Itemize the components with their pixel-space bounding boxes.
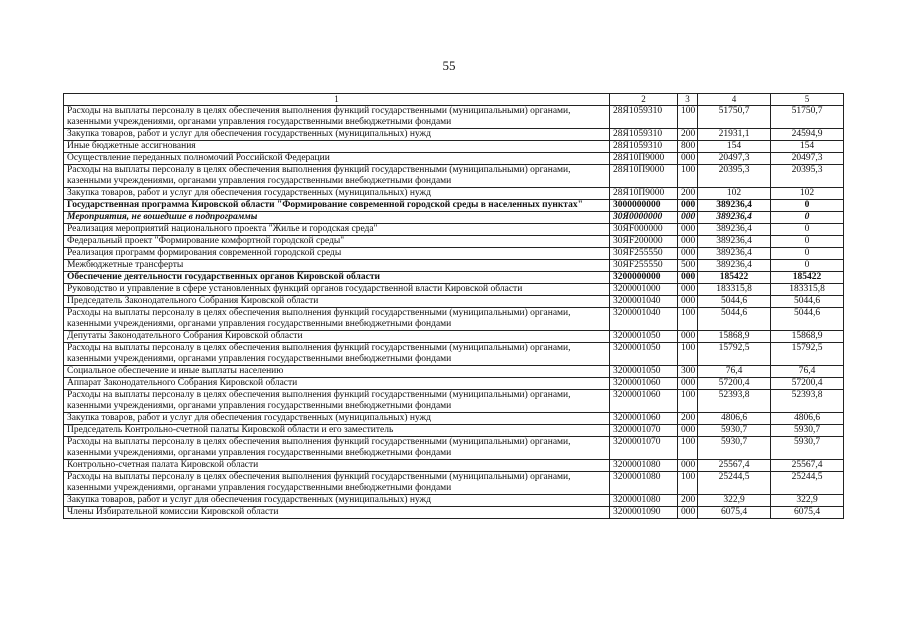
row-sum-2-cell: 185422 bbox=[771, 272, 844, 284]
table-row bbox=[64, 390, 844, 413]
row-name-cell: Иные бюджетные ассигнования bbox=[64, 141, 610, 153]
row-sum-1-cell: 154 bbox=[698, 141, 771, 153]
table-row bbox=[64, 413, 844, 425]
row-sum-1-cell: 102 bbox=[698, 188, 771, 200]
row-code-cell: 3000000000 bbox=[610, 200, 678, 212]
row-kvr-cell: 100 bbox=[678, 308, 698, 331]
row-sum-2-cell: 0 bbox=[771, 224, 844, 236]
row-code-cell: 3200001090 bbox=[610, 507, 678, 519]
header-col-5: 5 bbox=[771, 94, 844, 106]
table-row bbox=[64, 224, 844, 236]
row-sum-1-cell: 21931,1 bbox=[698, 129, 771, 141]
row-kvr-cell: 800 bbox=[678, 141, 698, 153]
row-sum-1-cell: 389236,4 bbox=[698, 212, 771, 224]
row-code-cell: 3200001080 bbox=[610, 495, 678, 507]
table-row bbox=[64, 212, 844, 224]
row-sum-1-cell: 5044,6 bbox=[698, 308, 771, 331]
row-sum-2-cell: 24594,9 bbox=[771, 129, 844, 141]
row-code-cell: 3200001060 bbox=[610, 378, 678, 390]
row-kvr-cell: 100 bbox=[678, 165, 698, 188]
table-row bbox=[64, 495, 844, 507]
row-code-cell: 30ЯF000000 bbox=[610, 224, 678, 236]
budget-table bbox=[63, 93, 844, 519]
table-row bbox=[64, 248, 844, 260]
row-code-cell: 28Я1059310 bbox=[610, 141, 678, 153]
row-sum-2-cell: 322,9 bbox=[771, 495, 844, 507]
row-kvr-cell: 000 bbox=[678, 425, 698, 437]
row-name-cell: Депутаты Законодательного Собрания Кировской области bbox=[64, 331, 610, 343]
row-sum-1-cell: 15792,5 bbox=[698, 343, 771, 366]
table-row bbox=[64, 284, 844, 296]
row-sum-2-cell: 25567,4 bbox=[771, 460, 844, 472]
row-sum-2-cell: 0 bbox=[771, 260, 844, 272]
row-sum-1-cell: 183315,8 bbox=[698, 284, 771, 296]
table-row bbox=[64, 366, 844, 378]
row-code-cell: 3200001080 bbox=[610, 472, 678, 495]
row-name-cell: Расходы на выплаты персоналу в целях обеспечения выполнения функций государственными (муниципальными) органами, казенными учреждениями, органами управления государственными внебюджетными фондами bbox=[64, 165, 610, 188]
row-sum-1-cell: 389236,4 bbox=[698, 260, 771, 272]
row-code-cell: 3200001060 bbox=[610, 390, 678, 413]
row-sum-1-cell: 4806,6 bbox=[698, 413, 771, 425]
row-code-cell: 3200001040 bbox=[610, 296, 678, 308]
row-sum-1-cell: 389236,4 bbox=[698, 248, 771, 260]
header-col-4: 4 bbox=[698, 94, 771, 106]
row-name-cell: Аппарат Законодательного Собрания Кировской области bbox=[64, 378, 610, 390]
table-row bbox=[64, 129, 844, 141]
row-code-cell: 3200001060 bbox=[610, 413, 678, 425]
row-kvr-cell: 200 bbox=[678, 188, 698, 200]
row-code-cell: 30ЯF255550 bbox=[610, 260, 678, 272]
row-code-cell: 3200000000 bbox=[610, 272, 678, 284]
header-col-1: 1 bbox=[64, 94, 610, 106]
row-name-cell: Расходы на выплаты персоналу в целях обеспечения выполнения функций государственными (муниципальными) органами, казенными учреждениями, органами управления государственными внебюджетными фондами bbox=[64, 390, 610, 413]
row-sum-2-cell: 57200,4 bbox=[771, 378, 844, 390]
table-row bbox=[64, 153, 844, 165]
row-code-cell: 28Я10П9000 bbox=[610, 153, 678, 165]
row-kvr-cell: 000 bbox=[678, 460, 698, 472]
table-row bbox=[64, 460, 844, 472]
row-kvr-cell: 000 bbox=[678, 331, 698, 343]
table-row bbox=[64, 308, 844, 331]
row-sum-1-cell: 15868,9 bbox=[698, 331, 771, 343]
row-sum-1-cell: 52393,8 bbox=[698, 390, 771, 413]
row-code-cell: 28Я10П9000 bbox=[610, 165, 678, 188]
row-sum-1-cell: 25567,4 bbox=[698, 460, 771, 472]
table-row bbox=[64, 425, 844, 437]
row-name-cell: Расходы на выплаты персоналу в целях обеспечения выполнения функций государственными (муниципальными) органами, казенными учреждениями, органами управления государственными внебюджетными фондами bbox=[64, 437, 610, 460]
row-sum-2-cell: 52393,8 bbox=[771, 390, 844, 413]
row-sum-2-cell: 5930,7 bbox=[771, 437, 844, 460]
table-row bbox=[64, 141, 844, 153]
header-col-3: 3 bbox=[678, 94, 698, 106]
row-sum-2-cell: 102 bbox=[771, 188, 844, 200]
row-sum-2-cell: 20497,3 bbox=[771, 153, 844, 165]
row-kvr-cell: 100 bbox=[678, 390, 698, 413]
row-code-cell: 3200001000 bbox=[610, 284, 678, 296]
row-sum-1-cell: 51750,7 bbox=[698, 106, 771, 129]
row-sum-1-cell: 76,4 bbox=[698, 366, 771, 378]
row-kvr-cell: 100 bbox=[678, 437, 698, 460]
table-row bbox=[64, 236, 844, 248]
row-sum-2-cell: 4806,6 bbox=[771, 413, 844, 425]
row-kvr-cell: 000 bbox=[678, 507, 698, 519]
row-kvr-cell: 200 bbox=[678, 495, 698, 507]
row-code-cell: 3200001070 bbox=[610, 437, 678, 460]
row-name-cell: Межбюджетные трансферты bbox=[64, 260, 610, 272]
row-sum-1-cell: 389236,4 bbox=[698, 200, 771, 212]
row-kvr-cell: 000 bbox=[678, 296, 698, 308]
row-sum-1-cell: 5044,6 bbox=[698, 296, 771, 308]
row-kvr-cell: 000 bbox=[678, 272, 698, 284]
row-name-cell: Социальное обеспечение и иные выплаты населению bbox=[64, 366, 610, 378]
row-name-cell: Закупка товаров, работ и услуг для обеспечения государственных (муниципальных) нужд bbox=[64, 413, 610, 425]
row-kvr-cell: 300 bbox=[678, 366, 698, 378]
table-row bbox=[64, 378, 844, 390]
row-name-cell: Закупка товаров, работ и услуг для обеспечения государственных (муниципальных) нужд bbox=[64, 129, 610, 141]
row-sum-2-cell: 0 bbox=[771, 200, 844, 212]
table-row bbox=[64, 472, 844, 495]
row-kvr-cell: 200 bbox=[678, 129, 698, 141]
row-name-cell: Реализация мероприятий национального проекта "Жилье и городская среда" bbox=[64, 224, 610, 236]
row-code-cell: 3200001040 bbox=[610, 308, 678, 331]
row-name-cell: Обеспечение деятельности государственных органов Кировской области bbox=[64, 272, 610, 284]
row-sum-2-cell: 183315,8 bbox=[771, 284, 844, 296]
row-code-cell: 3200001050 bbox=[610, 366, 678, 378]
page-number: 55 bbox=[442, 58, 456, 73]
row-sum-1-cell: 57200,4 bbox=[698, 378, 771, 390]
row-name-cell: Расходы на выплаты персоналу в целях обеспечения выполнения функций государственными (муниципальными) органами, казенными учреждениями, органами управления государственными внебюджетными фондами bbox=[64, 472, 610, 495]
row-sum-2-cell: 20395,3 bbox=[771, 165, 844, 188]
row-name-cell: Закупка товаров, работ и услуг для обеспечения государственных (муниципальных) нужд bbox=[64, 495, 610, 507]
row-name-cell: Федеральный проект "Формирование комфортной городской среды" bbox=[64, 236, 610, 248]
row-sum-1-cell: 20395,3 bbox=[698, 165, 771, 188]
row-code-cell: 28Я1059310 bbox=[610, 129, 678, 141]
row-kvr-cell: 000 bbox=[678, 153, 698, 165]
row-code-cell: 3200001050 bbox=[610, 343, 678, 366]
row-sum-1-cell: 389236,4 bbox=[698, 236, 771, 248]
row-code-cell: 30ЯF255550 bbox=[610, 248, 678, 260]
table-row bbox=[64, 437, 844, 460]
table-row bbox=[64, 200, 844, 212]
row-sum-2-cell: 0 bbox=[771, 212, 844, 224]
row-code-cell: 3200001050 bbox=[610, 331, 678, 343]
row-name-cell: Члены Избирательной комиссии Кировской области bbox=[64, 507, 610, 519]
row-name-cell: Председатель Законодательного Собрания Кировской области bbox=[64, 296, 610, 308]
row-kvr-cell: 000 bbox=[678, 248, 698, 260]
row-sum-2-cell: 25244,5 bbox=[771, 472, 844, 495]
row-sum-1-cell: 322,9 bbox=[698, 495, 771, 507]
row-code-cell: 28Я1059310 bbox=[610, 106, 678, 129]
row-sum-1-cell: 5930,7 bbox=[698, 437, 771, 460]
table-row bbox=[64, 507, 844, 519]
table-row bbox=[64, 296, 844, 308]
row-sum-1-cell: 185422 bbox=[698, 272, 771, 284]
row-sum-1-cell: 389236,4 bbox=[698, 224, 771, 236]
row-kvr-cell: 100 bbox=[678, 472, 698, 495]
row-name-cell: Расходы на выплаты персоналу в целях обеспечения выполнения функций государственными (муниципальными) органами, казенными учреждениями, органами управления государственными внебюджетными фондами bbox=[64, 106, 610, 129]
header-col-2: 2 bbox=[610, 94, 678, 106]
row-name-cell: Осуществление переданных полномочий Российской Федерации bbox=[64, 153, 610, 165]
row-name-cell: Руководство и управление в сфере установленных функций органов государственной власти Кировской области bbox=[64, 284, 610, 296]
row-code-cell: 30Я0000000 bbox=[610, 212, 678, 224]
row-kvr-cell: 000 bbox=[678, 236, 698, 248]
row-sum-2-cell: 154 bbox=[771, 141, 844, 153]
row-sum-2-cell: 5930,7 bbox=[771, 425, 844, 437]
row-sum-2-cell: 0 bbox=[771, 236, 844, 248]
row-name-cell: Государственная программа Кировской области "Формирование современной городской среды в населенных пунктах" bbox=[64, 200, 610, 212]
row-kvr-cell: 000 bbox=[678, 200, 698, 212]
row-sum-1-cell: 5930,7 bbox=[698, 425, 771, 437]
row-kvr-cell: 000 bbox=[678, 284, 698, 296]
row-sum-1-cell: 6075,4 bbox=[698, 507, 771, 519]
table-body bbox=[64, 106, 844, 519]
row-name-cell: Председатель Контрольно-счетной палаты Кировской области и его заместитель bbox=[64, 425, 610, 437]
row-code-cell: 28Я10П9000 bbox=[610, 188, 678, 200]
row-name-cell: Расходы на выплаты персоналу в целях обеспечения выполнения функций государственными (муниципальными) органами, казенными учреждениями, органами управления государственными внебюджетными фондами bbox=[64, 308, 610, 331]
row-code-cell: 30ЯF200000 bbox=[610, 236, 678, 248]
row-sum-2-cell: 5044,6 bbox=[771, 308, 844, 331]
row-name-cell: Контрольно-счетная палата Кировской области bbox=[64, 460, 610, 472]
row-sum-2-cell: 15792,5 bbox=[771, 343, 844, 366]
row-kvr-cell: 200 bbox=[678, 413, 698, 425]
table-row bbox=[64, 165, 844, 188]
table-header-row bbox=[64, 94, 844, 106]
row-kvr-cell: 000 bbox=[678, 378, 698, 390]
row-code-cell: 3200001070 bbox=[610, 425, 678, 437]
row-sum-2-cell: 5044,6 bbox=[771, 296, 844, 308]
row-kvr-cell: 500 bbox=[678, 260, 698, 272]
row-code-cell: 3200001080 bbox=[610, 460, 678, 472]
row-sum-2-cell: 6075,4 bbox=[771, 507, 844, 519]
row-sum-2-cell: 15868,9 bbox=[771, 331, 844, 343]
row-name-cell: Реализация программ формирования современной городской среды bbox=[64, 248, 610, 260]
row-sum-2-cell: 51750,7 bbox=[771, 106, 844, 129]
row-kvr-cell: 100 bbox=[678, 343, 698, 366]
row-sum-1-cell: 25244,5 bbox=[698, 472, 771, 495]
table-row bbox=[64, 272, 844, 284]
table-row bbox=[64, 260, 844, 272]
row-name-cell: Закупка товаров, работ и услуг для обеспечения государственных (муниципальных) нужд bbox=[64, 188, 610, 200]
row-kvr-cell: 100 bbox=[678, 106, 698, 129]
table-row bbox=[64, 331, 844, 343]
row-name-cell: Расходы на выплаты персоналу в целях обеспечения выполнения функций государственными (муниципальными) органами, казенными учреждениями, органами управления государственными внебюджетными фондами bbox=[64, 343, 610, 366]
row-sum-2-cell: 76,4 bbox=[771, 366, 844, 378]
table-row bbox=[64, 188, 844, 200]
row-sum-2-cell: 0 bbox=[771, 248, 844, 260]
row-kvr-cell: 000 bbox=[678, 212, 698, 224]
table-row bbox=[64, 343, 844, 366]
row-name-cell: Мероприятия, не вошедшие в подпрограммы bbox=[64, 212, 610, 224]
table-row bbox=[64, 106, 844, 129]
row-sum-1-cell: 20497,3 bbox=[698, 153, 771, 165]
row-kvr-cell: 000 bbox=[678, 224, 698, 236]
